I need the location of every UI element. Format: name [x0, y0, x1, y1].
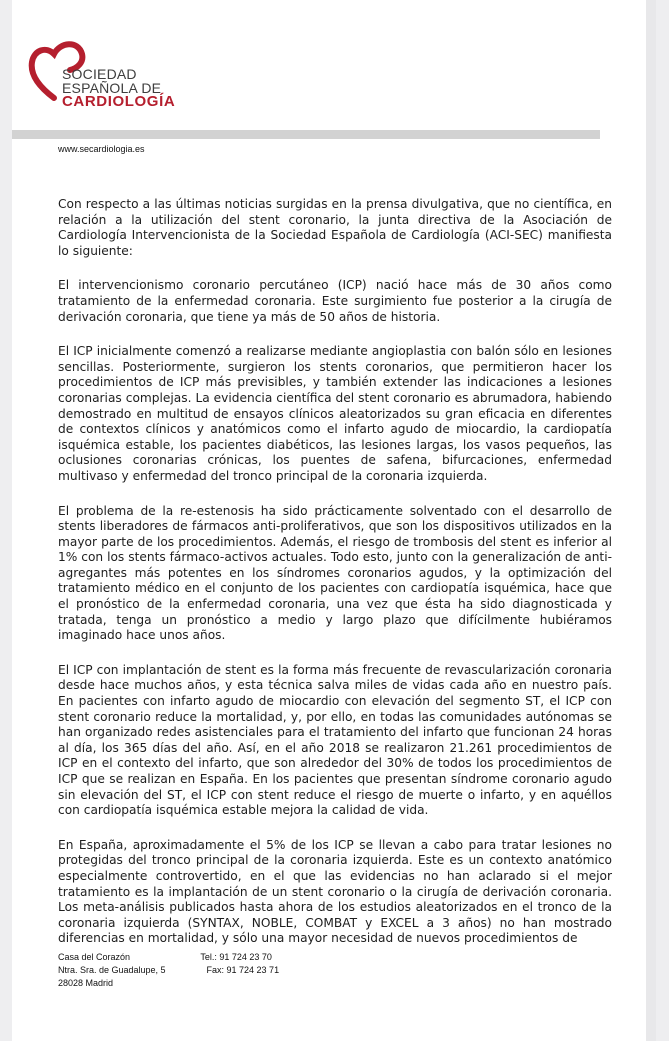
logo-line-1: SOCIEDAD	[62, 66, 137, 82]
footer-fax: Fax: 91 724 23 71	[206, 965, 280, 975]
footer-address-2: Ntra. Sra. de Guadalupe, 5	[58, 965, 166, 975]
page-edge	[646, 0, 656, 1041]
footer-address-1: Casa del Corazón	[58, 952, 131, 962]
sec-logo	[28, 36, 208, 126]
logo-line-3: CARDIOLOGÍA	[62, 93, 176, 110]
website-link[interactable]: www.secardiologia.es	[58, 144, 145, 154]
document-page	[12, 0, 656, 1041]
paragraph-6: En España, aproximadamente el 5% de los ICP se llevan a cabo para tratar lesiones no protegidas del tronco principal de la coronaria izquierda. Este es un contexto anatómico especialmente controvertido, en el que las evidencias no han aclarado si el mejor tratamiento es la implantación de un stent coronario o la cirugía de derivación coronaria. Los meta-análisis publicados hasta ahora de los estudios aleatorizados en el tronco de la coronaria izquierda (SYNTAX, NOBLE, COMBAT y EXCEL a 3 años) no han mostrado diferencias en mortalidad, y sólo una mayor necesidad de nuevos procedimientos de	[58, 837, 612, 946]
logo-text	[62, 67, 175, 109]
paragraph-4: El problema de la re-estenosis ha sido prácticamente solventado con el desarrollo de stents liberadores de fármacos anti-proliferativos, que son los dispositivos utilizados en la mayor parte de los procedimientos. Además, el riesgo de trombosis del stent es inferior al 1% con los stents fármaco-activos actuales. Todo esto, junto con la generalización de anti-agregantes más potentes en los síndromes coronarios agudos, y la optimización del tratamiento médico en el conjunto de los pacientes con cardiopatía isquémica, hace que el pronóstico de la enfermedad coronaria, una vez que ésta ha sido diagnosticada y tratada, tenga un pronóstico a medio y largo plazo que difícilmente hubiéramos imaginado hace unos años.	[58, 503, 612, 643]
footer-contact	[58, 951, 279, 990]
footer-tel: Tel.: 91 724 23 70	[200, 952, 272, 962]
paragraph-2: El intervencionismo coronario percutáneo (ICP) nació hace más de 30 años como tratamiento de la enfermedad coronaria. Este surgimiento fue posterior a la cirugía de derivación coronaria, que tiene ya más de 50 años de historia.	[58, 278, 612, 324]
paragraph-1: Con respecto a las últimas noticias surgidas en la prensa divulgativa, que no científica, en relación a la utilización del stent coronario, la junta directiva de la Asociación de Cardiología Intervencionista de la Sociedad Española de Cardiología (ACI-SEC) manifiesta lo siguiente:	[58, 197, 612, 258]
header-rule	[12, 130, 600, 139]
letter-body	[58, 197, 612, 966]
paragraph-3: El ICP inicialmente comenzó a realizarse mediante angioplastia con balón sólo en lesiones sencillas. Posteriormente, surgieron los stents coronarios, que permitieron hacer los procedimientos de ICP más previsibles, y también extender las indicaciones a lesiones coronarias complejas. La evidencia científica del stent coronario es abrumadora, habiendo demostrado en multitud de ensayos clínicos aleatorizados su gran eficacia en diferentes de contextos clínicos y anatómicos como el infarto agudo de miocardio, la cardiopatía isquémica estable, los pacientes diabéticos, las lesiones largas, los vasos pequeños, las oclusiones coronarias crónicas, los puentes de safena, bifurcaciones, enfermedad multivaso y enfermedad del tronco principal de la coronaria izquierda.	[58, 344, 612, 483]
paragraph-5: El ICP con implantación de stent es la forma más frecuente de revascularización coronaria desde hace muchos años, y esta técnica salva miles de vidas cada año en nuestro país. En pacientes con infarto agudo de miocardio con elevación del segmento ST, el ICP con stent coronario reduce la mortalidad, y, por ello, en todas las comunidades autónomas se han organizado redes asistenciales para el tratamiento del infarto que funcionan 24 horas al día, los 365 días del año. Así, en el año 2018 se realizaron 21.261 procedimientos de ICP en el contexto del infarto, que son alrededor del 30% de todos los procedimientos de ICP que se realizan en España. En los pacientes que presentan síndrome coronario agudo sin elevación del ST, el ICP con stent reduce el riesgo de muerte o infarto, y en aquéllos con cardiopatía isquémica estable mejora la calidad de vida.	[58, 662, 612, 818]
footer-address-3: 28028 Madrid	[58, 978, 114, 988]
logo-line-2: ESPAÑOLA DE	[62, 80, 162, 96]
